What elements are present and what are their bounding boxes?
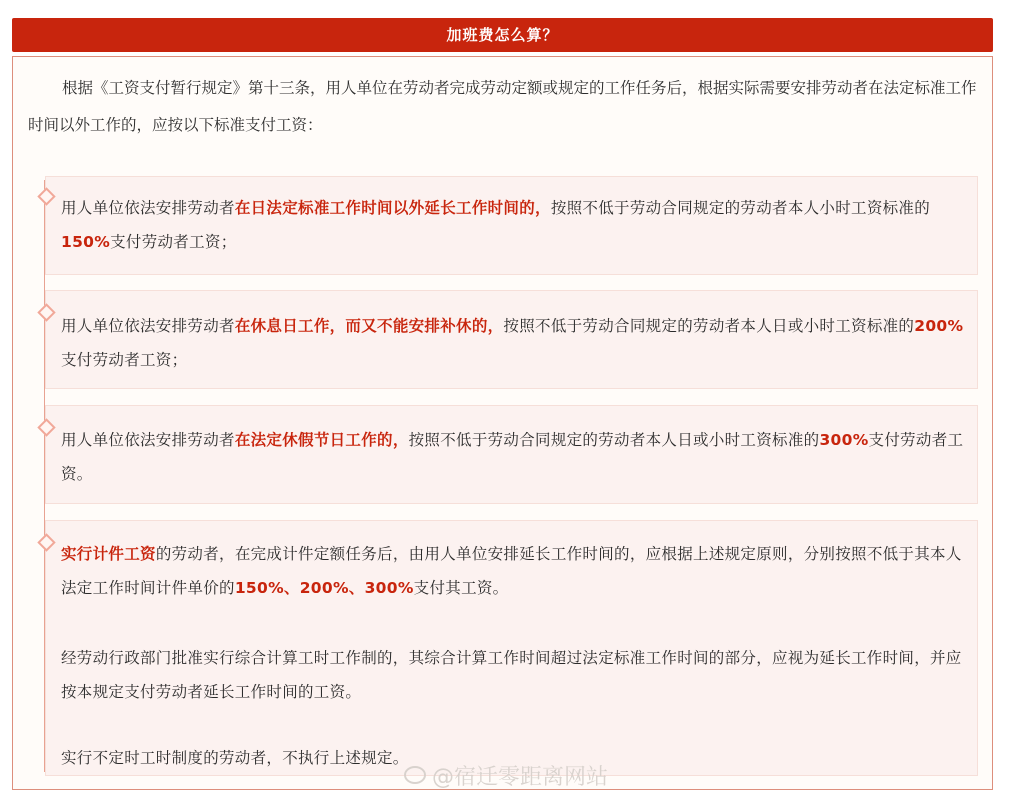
rule-text-3 <box>61 423 966 491</box>
rule-card-4 <box>45 520 978 776</box>
flexible-text: 实行不定时工时制度的劳动者，不执行上述规定。 <box>61 749 409 767</box>
rule-highlight: 在法定休假节日工作的， <box>234 431 409 449</box>
rule-rate: 200% <box>914 317 964 335</box>
piecework-rates: 150%、200%、300% <box>234 579 414 597</box>
rule-rate: 300% <box>819 431 869 449</box>
header-bar <box>12 18 993 52</box>
rule-highlight: 在休息日工作，而又不能安排补休的， <box>234 317 504 335</box>
weibo-logo-icon <box>404 766 426 784</box>
piecework-suffix: 支付其工资。 <box>413 579 509 597</box>
rule-suffix: 支付劳动者工资； <box>110 233 237 251</box>
watermark <box>404 760 608 790</box>
rule-card-2 <box>45 290 978 389</box>
rule-rate: 150% <box>61 233 111 251</box>
rule-prefix: 用人单位依法安排劳动者 <box>61 199 235 217</box>
rule-middle: 按照不低于劳动合同规定的劳动者本人日或小时工资标准的 <box>503 317 915 335</box>
rule-card-3 <box>45 405 978 504</box>
comprehensive-text: 经劳动行政部门批准实行综合计算工时工作制的，其综合计算工作时间超过法定标准工作时间的部分，应视为延长工作时间，并应按本规定支付劳动者延长工作时间的工资。 <box>61 649 962 701</box>
rule-middle: 按照不低于劳动合同规定的劳动者本人日或小时工资标准的 <box>408 431 820 449</box>
piecework-highlight: 实行计件工资 <box>61 545 156 563</box>
rule-prefix: 用人单位依法安排劳动者 <box>61 317 235 335</box>
rule-text-1 <box>61 191 966 259</box>
watermark-text: @宿迁零距离网站 <box>432 764 609 790</box>
intro-paragraph: 根据《工资支付暂行规定》第十三条，用人单位在劳动者完成劳动定额或规定的工作任务后，根据实际需要安排劳动者在法定标准工作时间以外工作的，应按以下标准支付工资： <box>28 79 977 134</box>
page-title: 加班费怎么算？ <box>446 26 559 44</box>
rule-suffix: 支付劳动者工资； <box>61 351 188 369</box>
rule-card-1 <box>45 176 978 275</box>
piecework-text <box>61 537 966 605</box>
rule-text-2 <box>61 309 966 377</box>
piecework-body: 的劳动者，在完成计件定额任务后，由用人单位安排延长工作时间的，应根据上述规定原则，分别按照不低于其本人法定工作时间计件单价的 <box>61 545 962 597</box>
rule-prefix: 用人单位依法安排劳动者 <box>61 431 235 449</box>
rule-suffix: 支付劳动者工资。 <box>61 431 964 483</box>
rule-highlight: 在日法定标准工作时间以外延长工作时间的， <box>234 199 551 217</box>
rule-middle: 按照不低于劳动合同规定的劳动者本人小时工资标准的 <box>550 199 931 217</box>
